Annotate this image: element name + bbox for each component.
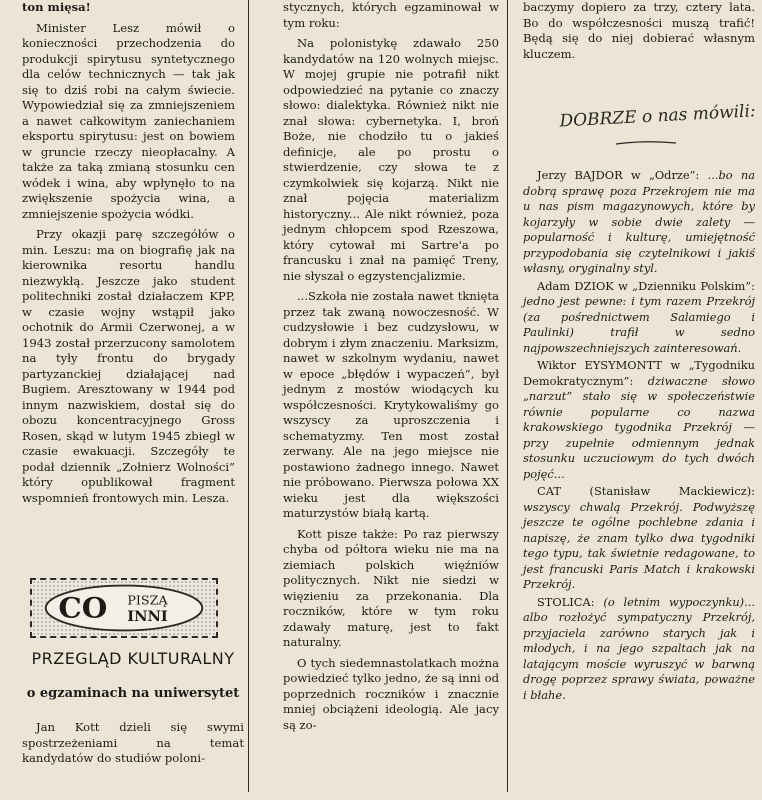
- review-quote: wszyscy chwalą Przekrój. Podwyższę jeszcze te ogólne pochlebne zdania i napiszę, że znam tylko dwa tygodniki tego typu, tak świetnie redagowane, to jest francuski Paris Match i krakowski Przekrój.: [523, 499, 755, 591]
- col1-paragraph-biography: Przy okazji parę szczegółów o min. Leszu: ma on biografię jak na kierownika resortu handlu niezwykłą. Jeszcze jako student politechniki został działaczem KPP, w czasie wojny wstąpił jako ochotnik do Armii Czerwonej, a w 1943 został przerzucony samolotem na tyły frontu do brygady partyzanckiej działającej nad Bugiem. Aresztowany w 1944 pod innym nazwiskiem, dostał się do obozu koncentracyjnego Gross Rosen, skąd w lutym 1945 zbiegł w czasie ewakuacji. Szczegóły te podał dziennik „Zołnierz Wolności” który opublikował fragment wspomnień frontowych min. Lesza.: [22, 227, 235, 505]
- col2-paragraph-kott-pisze: Kott pisze także: Po raz pierwszy chyba od półtora wieku nie ma na ziemiach polskich więźniów politycznych. Nikt nie siedzi w więzieniu za przekonania. Dla roczników, które w tym roku zdawały maturę, jest to fakt naturalny.: [283, 526, 499, 649]
- review-source: Wiktor EYSYMONTT w „Tygodniku Demokratycznym”:: [523, 358, 755, 388]
- review-quote: jedno jest pewne: i tym razem Przekrój (za pośrednictwem Salamiego i Paulinki) trafił w sedno najpowszechniejszych zainteresowań.: [523, 294, 755, 355]
- przeglad-kulturalny-title: PRZEGLĄD KULTURALNY: [31, 649, 235, 668]
- co-pisza-inni-section: [22, 572, 244, 800]
- co-pisza-inni-logo: [30, 578, 218, 638]
- review-quote: dziwaczne słowo „narzut” stało się w społeczeństwie równie popularne co nazwa krakowskiego tygodnika Przekrój — przy zupełnie odmiennym jednak stosunku uczuciowym do tych dwóch pojęć...: [523, 373, 756, 481]
- review-eysymontt: [523, 358, 755, 482]
- reviews-list: [523, 168, 755, 705]
- review-source: Adam DZIOK w „Dzienniku Polskim”:: [537, 278, 755, 293]
- review-source: CAT (Stanisław Mackiewicz):: [537, 484, 755, 498]
- column-2: [253, 0, 509, 800]
- col2-paragraph-polonistyka: Na polonistykę zdawało 250 kandydatów na 120 wolnych miejsc. W mojej grupie nie potrafił nikt odpowiedzieć na pytanie co znaczy słowo: dialektyka. Również nikt nie znał słowa: cybernetyka. I, broń Boże, nie chodziło tu o jakieś definicje, ale po prostu o stwierdzenie, czy słowa te z czymkolwiek się kojarzą. Nikt nie znał pojęcia materializm historyczny... Ale nikt również, poza jednym chłopcem spod Rzeszowa, który cytował mi Sartre'a po francusku i znał na pamięć Treny, nie słyszał o egzystencjalizmie.: [283, 36, 499, 283]
- review-bajdor: [523, 168, 755, 277]
- logo-inni-text: INNI: [127, 609, 168, 625]
- col3-top-paragraph: baczymy dopiero za trzy, cztery lata. Bo do współczesności muszą trafić! Będą się do niej dobierać własnym kluczem.: [523, 0, 755, 61]
- col1-fragment: ton mięsa!: [22, 0, 91, 14]
- col2-paragraph-szkola: ...Szkoła nie została nawet tknięta przez tak zwaną nowoczesność. W cudzysłowie i bez cudzysłowu, w dobrym i złym znaczeniu. Marksizm, nawet w szkolnym wydaniu, nawet w epoce „błędów i wypaczeń”, był jednym z mostów wiodących ku współczesności. Krytykowaliśmy go wszyscy za uproszczenia i schematyzmy. Ten most został zerwany. Ale na jego miejsce nie postawiono żadnego innego. Nawet nie próbowano. Pierwsza połowa XX wieku jest dla większości maturzystów białą kartą.: [283, 289, 499, 520]
- logo-co-text: CO: [58, 590, 108, 625]
- column-divider-left: [248, 0, 249, 792]
- col1-paragraph-minister: Minister Lesz mówił o konieczności przechodzenia do produkcji spirytusu syntetycznego dla celów technicznych — tak jak się to dziś robi na całym świecie. Wypowiedział się za zmniejszeniem a nawet całkowitym zaniechaniem eksportu spirytusu: jest on bowiem w gruncie rzeczy nieopłacalny. A także za taką zmianą stosunku cen wódek i wina, aby wpłynęło to na zwiększenie spożycia wina, a zmniejszenie spożycia wódki.: [22, 20, 235, 221]
- review-cat: [523, 484, 755, 593]
- column-1: [0, 0, 243, 568]
- review-source: Jerzy BAJDOR w „Odrze”:: [537, 168, 700, 182]
- egzaminy-subtitle: o egzaminach na uniwersytet: [26, 686, 240, 701]
- review-dziok: [523, 279, 755, 357]
- dobrze-o-nas-mowili-heading: [556, 100, 757, 154]
- col2-paragraph-siedemnastolatki: O tych siedemnastolatkach można powiedzieć tylko jedno, że są inni od poprzednich roczników i znacznie mniej obciążeni ideologią. Ale jacy są zo-: [283, 655, 499, 732]
- kott-intro-paragraph: Jan Kott dzieli się swymi spostrzeżeniami na temat kandydatów do studiów poloni-: [22, 720, 244, 765]
- handwritten-heading-text: DOBRZE o nas mówili:: [559, 101, 757, 132]
- col2-fragment: stycznych, których egzaminował w tym roku:: [283, 0, 499, 30]
- logo-pisza-text: PISZĄ: [127, 592, 168, 608]
- review-stolica: [523, 595, 755, 704]
- review-quote: (o letnim wypoczynku)... albo rozłożyć sympatyczny Przekrój, przyjaciela zarówno starych jak i młodych, i na jego szpaltach jak na latającym moście wyruszyć w barwną drogę poprzez sprawy świata, poważne i błahe.: [523, 594, 755, 702]
- review-source: STOLICA:: [537, 594, 595, 609]
- review-quote: ...bo na dobrą sprawę poza Przekrojem nie ma u nas pism magazynowych, które by kojarzyły w sobie dwie zalety — popularność i kulturę, umiejętność przypodobania się czytelnikowi i jakiś własny, oryginalny styl.: [523, 168, 755, 275]
